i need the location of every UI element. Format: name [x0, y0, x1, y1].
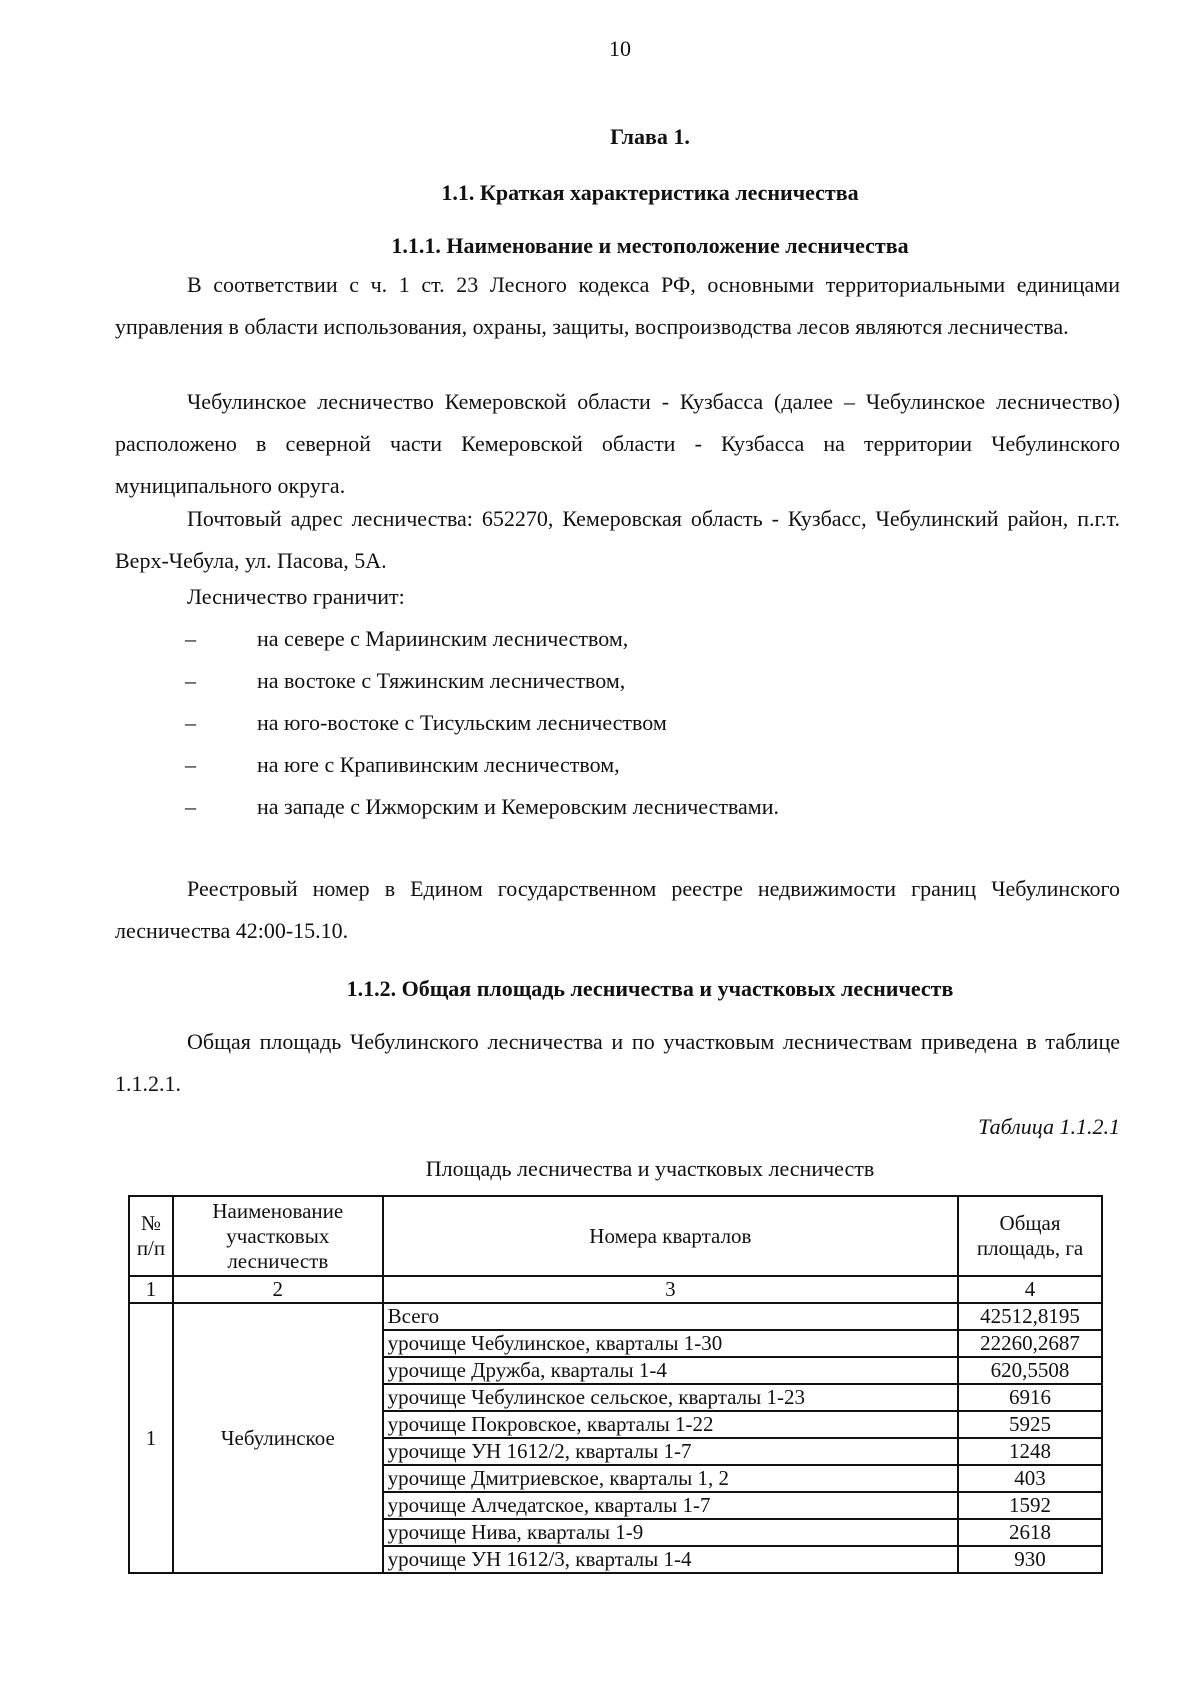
quarter-name-cell: урочище Дружба, кварталы 1-4 — [383, 1357, 958, 1384]
area-table — [128, 1195, 1103, 1574]
border-item-text: на юго-востоке с Тисульским лесничеством — [257, 710, 667, 735]
column-number: 2 — [173, 1276, 383, 1303]
border-item — [185, 744, 620, 786]
group-name-cell: Чебулинское — [173, 1303, 383, 1573]
area-cell: 5925 — [958, 1411, 1102, 1438]
quarter-name-cell: урочище Нива, кварталы 1-9 — [383, 1519, 958, 1546]
border-item-text: на востоке с Тяжинским лесничеством, — [257, 668, 626, 693]
border-item-text: на юге с Крапивинским лесничеством, — [257, 752, 620, 777]
column-header-area: Общая площадь, га — [958, 1196, 1102, 1276]
dash-marker: – — [185, 626, 196, 651]
quarter-name-cell: урочище Покровское, кварталы 1-22 — [383, 1411, 958, 1438]
border-item-text: на западе с Ижморским и Кемеровским лесничествами. — [257, 794, 780, 819]
dash-marker: – — [185, 668, 196, 693]
quarter-name-cell: урочище Дмитриевское, кварталы 1, 2 — [383, 1465, 958, 1492]
column-number: 4 — [958, 1276, 1102, 1303]
area-cell: 1592 — [958, 1492, 1102, 1519]
area-cell: 930 — [958, 1546, 1102, 1573]
area-cell: 403 — [958, 1465, 1102, 1492]
area-cell: 2618 — [958, 1519, 1102, 1546]
column-header-quarters: Номера кварталов — [383, 1196, 958, 1276]
area-cell: 6916 — [958, 1384, 1102, 1411]
border-item-text: на севере с Мариинским лесничеством, — [257, 626, 629, 651]
border-item — [185, 618, 628, 660]
table-title: Площадь лесничества и участковых лесничеств — [425, 1156, 875, 1181]
area-cell: 620,5508 — [958, 1357, 1102, 1384]
column-header-number: № п/п — [129, 1196, 173, 1276]
dash-marker: – — [185, 752, 196, 777]
quarter-name-cell: урочище УН 1612/3, кварталы 1-4 — [383, 1546, 958, 1573]
group-number-cell: 1 — [129, 1303, 173, 1573]
area-cell: 1248 — [958, 1438, 1102, 1465]
page-number: 10 — [609, 36, 631, 61]
dash-marker: – — [185, 710, 196, 735]
column-number: 1 — [129, 1276, 173, 1303]
table-header-row — [129, 1196, 1102, 1276]
table-row — [129, 1303, 1102, 1330]
paragraph-address: Почтовый адрес лесничества: 652270, Кемеровская область - Кузбасс, Чебулинский район, п.г.т. Верх-Чебула, ул. Пасова, 5А. — [115, 506, 1120, 573]
quarter-name-cell: урочище Чебулинское, кварталы 1-30 — [383, 1330, 958, 1357]
paragraph-area: Общая площадь Чебулинского лесничества и по участковым лесничествам приведена в таблице 1.1.2.1. — [115, 1029, 1120, 1096]
subsection-heading-2: 1.1.2. Общая площадь лесничества и участковых лесничеств — [346, 976, 954, 1001]
quarter-name-cell: Всего — [383, 1303, 958, 1330]
quarter-name-cell: урочище Чебулинское сельское, кварталы 1-23 — [383, 1384, 958, 1411]
border-item — [185, 702, 667, 744]
area-cell: 42512,8195 — [958, 1303, 1102, 1330]
paragraph-location: Чебулинское лесничество Кемеровской области - Кузбасса (далее – Чебулинское лесничество) расположено в северной части Кемеровской области - Кузбасса на территории Чебулинского муниципального округа. — [115, 389, 1120, 498]
border-item — [185, 786, 779, 828]
subsection-heading: 1.1.1. Наименование и местоположение лесничества — [391, 233, 909, 258]
section-heading: 1.1. Краткая характеристика лесничества — [441, 180, 859, 205]
quarter-name-cell: урочище Алчедатское, кварталы 1-7 — [383, 1492, 958, 1519]
paragraph-intro: В соответствии с ч. 1 ст. 23 Лесного кодекса РФ, основными территориальными единицами управления в области использования, охраны, защиты, воспроизводства лесов являются лесничества. — [115, 272, 1120, 339]
table-caption: Таблица 1.1.2.1 — [978, 1114, 1120, 1139]
chapter-heading: Глава 1. — [610, 124, 690, 149]
column-number: 3 — [383, 1276, 958, 1303]
quarter-name-cell: урочище УН 1612/2, кварталы 1-7 — [383, 1438, 958, 1465]
paragraph-registry: Реестровый номер в Едином государственном реестре недвижимости границ Чебулинского лесничества 42:00-15.10. — [115, 876, 1120, 943]
border-item — [185, 660, 625, 702]
paragraph-borders-intro: Лесничество граничит: — [187, 584, 405, 609]
dash-marker: – — [185, 794, 196, 819]
area-cell: 22260,2687 — [958, 1330, 1102, 1357]
table-column-number-row — [129, 1276, 1102, 1303]
column-header-name: Наименование участковых лесничеств — [173, 1196, 383, 1276]
